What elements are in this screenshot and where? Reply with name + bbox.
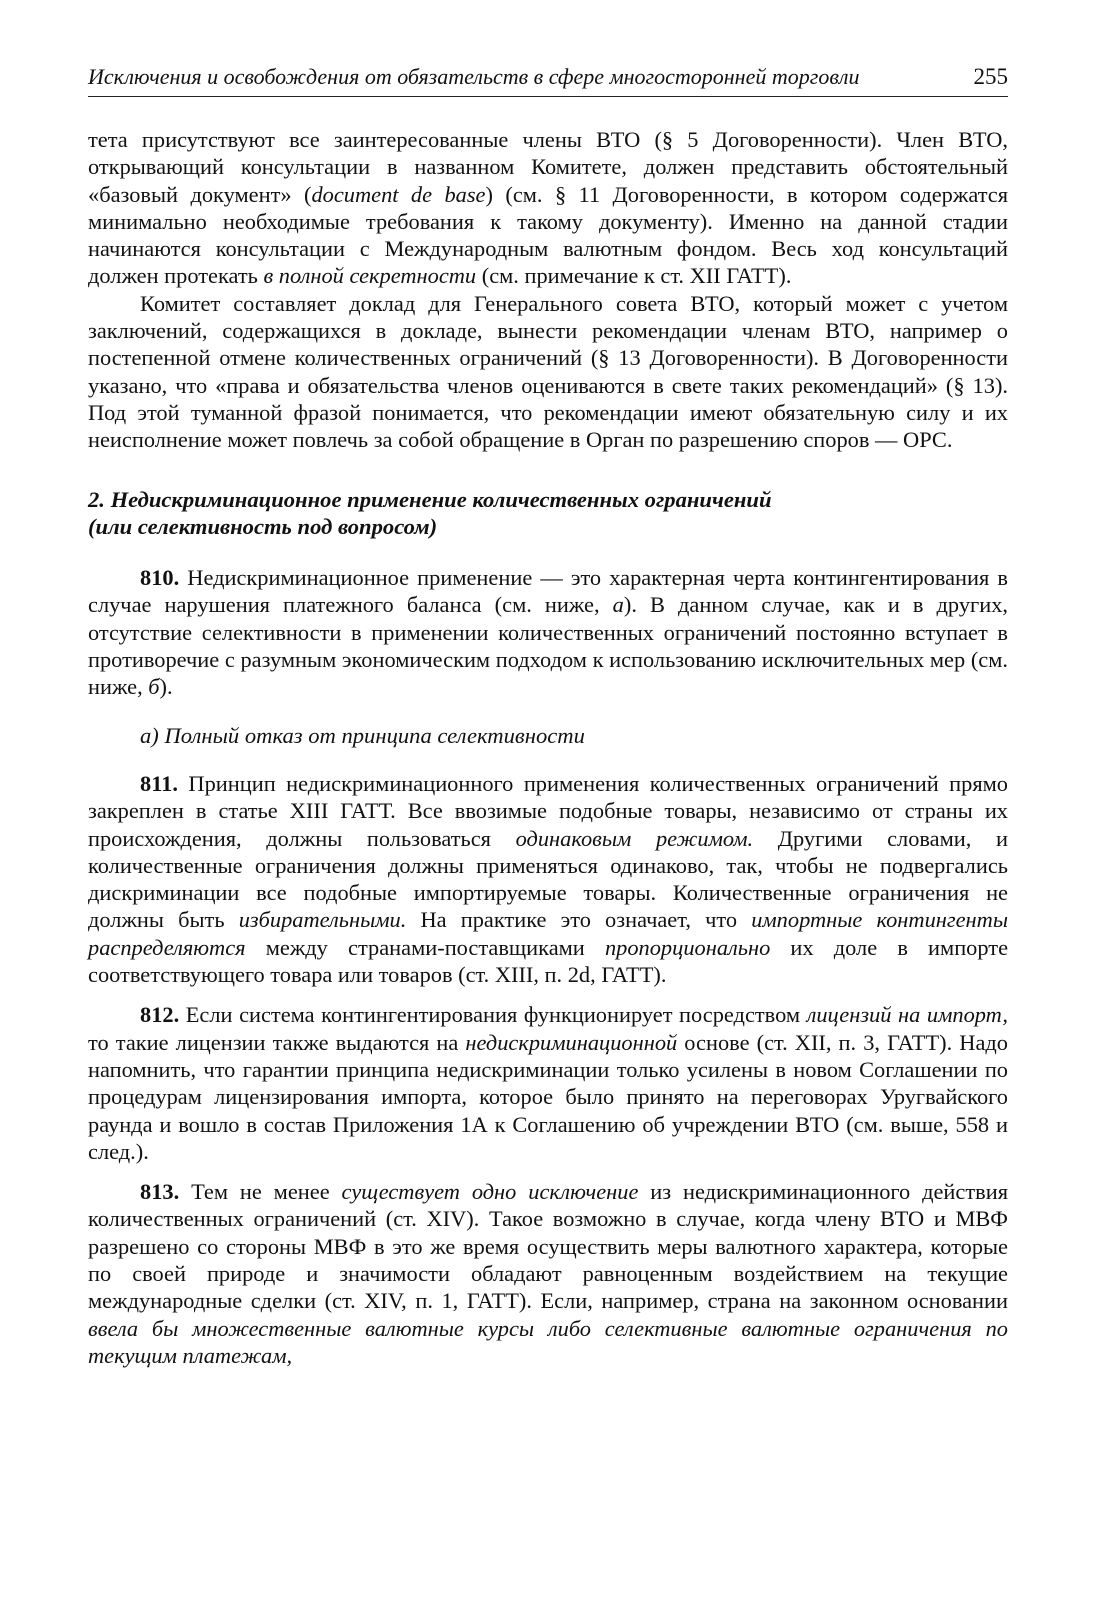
italic-term: существует одно исключение <box>341 1179 639 1205</box>
italic-term: избирательными. <box>238 907 407 933</box>
text-run: Если система контингентирования функционирует посредством <box>179 1002 807 1028</box>
section-heading-line2: (или селективность под вопросом) <box>88 513 438 539</box>
running-head <box>88 62 1008 97</box>
paragraph-continued <box>88 126 1008 290</box>
running-head-title: Исключения и освобождения от обязательств в сфере многосторонней торговли <box>88 64 860 89</box>
paragraph-813 <box>88 1178 1008 1369</box>
text-run: ) (см. § 11 Договоренности, в котором содержатся минимально необходимые требования к такому документу). Именно на данной стадии начинаются консультации с Международным валютным фондом. Весь ход консультаций должен протекать <box>88 181 1008 289</box>
italic-term: импортные контингенты распределяются <box>88 907 1009 960</box>
text-run: На практике это означает, что <box>406 907 752 933</box>
italic-term: недискриминационной <box>465 1029 678 1055</box>
italic-term: document de base <box>311 181 486 207</box>
text-run: между странами-поставщиками <box>245 934 605 960</box>
section-heading-line1: 2. Недискриминационное применение количественных ограничений <box>88 486 772 512</box>
paragraph-810 <box>88 564 1008 700</box>
italic-term: лицензий на импорт, <box>806 1002 1008 1028</box>
page-number: 255 <box>973 64 1008 89</box>
paragraph-number: 813. <box>140 1179 180 1205</box>
paragraph-811 <box>88 770 1008 988</box>
text-run: (см. примечание к ст. XII ГАТТ). <box>476 263 792 289</box>
text-run: основе (ст. XII, п. 3, ГАТТ). Надо напомнить, что гарантии принципа недискриминации только усилены в новом Соглашении по процедурам лицензирования импорта, которое было принято на переговорах Уругвайского раунда и вошло в состав Приложения 1А к Соглашению об учреждении ВТО (см. выше, 558 и след.). <box>88 1029 1008 1164</box>
text-run: ). <box>159 674 173 700</box>
paragraph-number: 811. <box>140 770 178 796</box>
text-run: из недискриминационного действия количественных ограничений (ст. XIV). Такое возможно в случае, когда члену ВТО и МВФ разрешено со стороны МВФ в это же время осуществить меры валютного характера, которые по своей природе и значимости обладают равноценным воздействием на текущие международные сделки (ст. XIV, п. 1, ГАТТ). Если, например, страна на законном основании <box>88 1179 1008 1314</box>
paragraph-number: 810. <box>140 565 180 591</box>
text-run: их доле в импорте соответствующего товара или товаров (ст. XIII, п. 2d, ГАТТ). <box>88 934 1009 988</box>
text-run: тета присутствуют все заинтересованные члены ВТО (§ 5 Договоренности). Член ВТО, открывающий консультации в названном Комитете, должен представить обстоятельный «базовый документ» ( <box>88 127 1008 207</box>
page-body <box>88 126 1008 1369</box>
italic-term: ввела бы множественные валютные курсы либо селективные валютные ограничения по текущим платежам, <box>88 1315 1008 1368</box>
text-run: Принцип недискриминационного применения количественных ограничений прямо закреплен в статье XIII ГАТТ. Все ввозимые подобные товары, независимо от страны их происхождения, должны пользоваться <box>88 770 1008 851</box>
text-run: то такие лицензии также выдаются на <box>88 1029 466 1055</box>
text-run: ). В данном случае, как и в других, отсутствие селективности в применении количественных ограничений постоянно вступает в противоречие с разумным экономическим подходом к использованию исключительных мер (см. ниже, <box>88 592 1008 700</box>
italic-term: одинаковым режимом. <box>515 825 754 851</box>
section-heading <box>88 486 1008 541</box>
text-run: Другими словами, и количественные ограничения должны применяться одинаково, так, чтобы не подвергались дискриминации все подобные импортируемые товары. Количественные ограничения не должны быть <box>88 825 1008 933</box>
paragraph-812 <box>88 1001 1008 1165</box>
italic-term: в полной секретности <box>263 263 477 289</box>
subsection-heading: а) Полный отказ от принципа селективности <box>140 722 585 748</box>
text-run: Недискриминационное применение — это характерная черта контингентирования в случае нарушения платежного баланса (см. ниже, <box>88 565 1008 618</box>
italic-term: пропорционально <box>604 934 771 960</box>
paragraph-number: 812. <box>140 1002 180 1028</box>
italic-term: а <box>612 592 624 618</box>
text-run: Тем не менее <box>179 1179 342 1205</box>
italic-term: б <box>148 674 160 700</box>
paragraph-committee-report: Комитет составляет доклад для Генерального совета ВТО, который может с учетом заключений, содержащихся в докладе, вынести рекомендации членам ВТО, например о постепенной отмене количественных ограничений (§ 13 Договоренности). В Договоренности указано, что «права и обязательства членов оцениваются в свете таких рекомендаций» (§ 13). Под этой туманной фразой понимается, что рекомендации имеют обязательную силу и их неисполнение может повлечь за собой обращение в Орган по разрешению споров — ОРС. <box>88 290 1008 453</box>
